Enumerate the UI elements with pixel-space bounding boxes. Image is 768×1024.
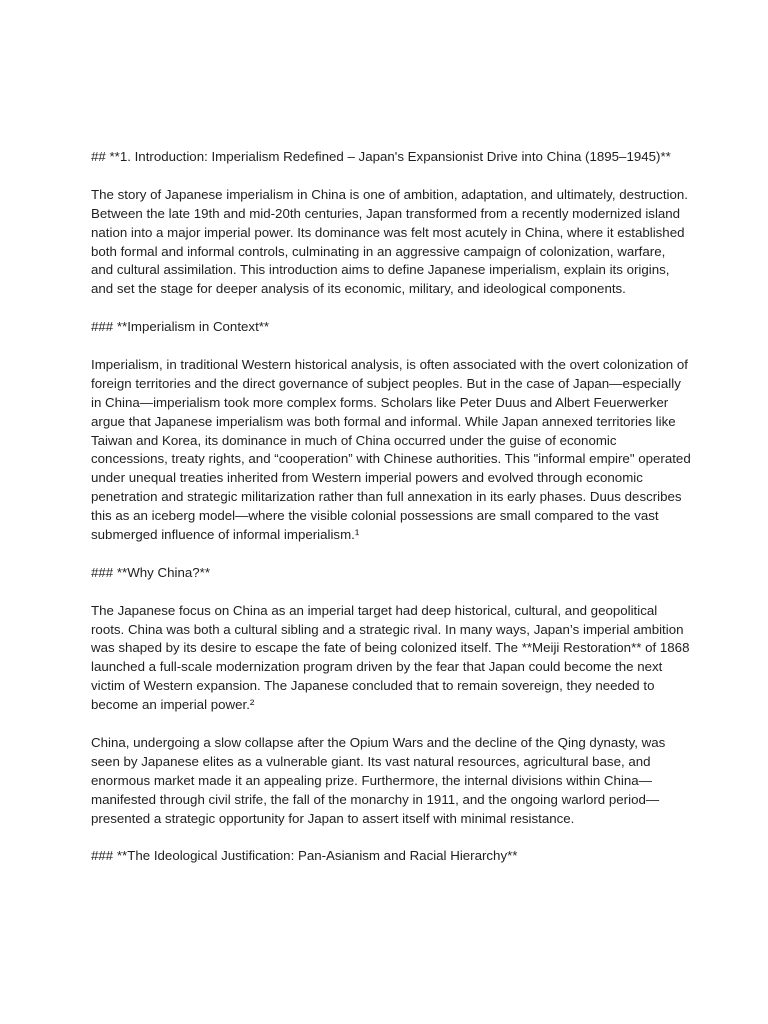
section-heading-ideological-justification: ### **The Ideological Justification: Pan-Asianism and Racial Hierarchy** <box>91 848 518 864</box>
paragraph-introduction: The story of Japanese imperialism in China is one of ambition, adaptation, and ultimately, destruction. Between the late 19th and mid-20th centuries, Japan transformed from a recently modernized island nation into a major imperial power. Its dominance was felt most acutely in China, where it established both formal and informal controls, culminating in an aggressive campaign of colonization, warfare, and cultural assimilation. This introduction aims to define Japanese imperialism, explain its origins, and set the stage for deeper analysis of its economic, military, and ideological components. <box>91 186 688 297</box>
paragraph-imperialism-in-context: Imperialism, in traditional Western historical analysis, is often associated with the overt colonization of foreign territories and the direct governance of subject peoples. But in the case of Japan—especially in China—imperialism took more complex forms. Scholars like Peter Duus and Albert Feuerwerker argue that Japanese imperialism was both formal and informal. While Japan annexed territories like Taiwan and Korea, its dominance in much of China occurred under the guise of economic concessions, treaty rights, and “cooperation” with Chinese authorities. This "informal empire" operated under unequal treaties inherited from Western imperial powers and evolved through economic penetration and strategic militarization rather than full annexation in its early phases. Duus describes this as an iceberg model—where the visible colonial possessions are small compared to the vast submerged influence of informal imperialism.¹ <box>91 356 691 543</box>
paragraph-why-china-1: The Japanese focus on China as an imperial target had deep historical, cultural, and geopolitical roots. China was both a cultural sibling and a strategic rival. In many ways, Japan’s imperial ambition was shaped by its desire to escape the fate of being colonized itself. The **Meiji Restoration** of 1868 launched a full-scale modernization program driven by the fear that Japan could become the next victim of Western expansion. The Japanese concluded that to remain sovereign, they needed to become an imperial power.² <box>91 602 690 713</box>
document-body <box>91 148 691 866</box>
paragraph-why-china-2: China, undergoing a slow collapse after the Opium Wars and the decline of the Qing dynasty, was seen by Japanese elites as a vulnerable giant. Its vast natural resources, agricultural base, and enormous market made it an appealing prize. Furthermore, the internal divisions within China—manifested through civil strife, the fall of the monarchy in 1911, and the ongoing warlord period—presented a strategic opportunity for Japan to assert itself with minimal resistance. <box>91 735 666 826</box>
section-heading-why-china: ### **Why China?** <box>91 564 211 580</box>
section-heading-imperialism-in-context: ### **Imperialism in Context** <box>91 319 270 335</box>
section-heading-introduction: ## **1. Introduction: Imperialism Redefined – Japan's Expansionist Drive into China (1895–1945)** <box>91 149 671 164</box>
